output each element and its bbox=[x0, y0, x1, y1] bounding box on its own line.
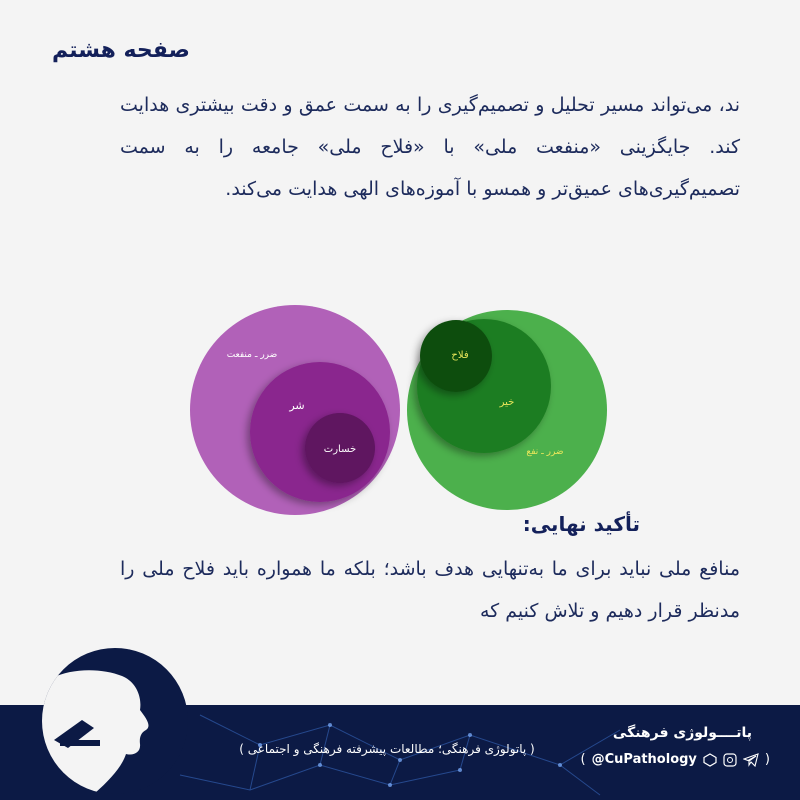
cultural-pathology-logo bbox=[42, 648, 188, 794]
rubika-icon[interactable] bbox=[703, 753, 717, 767]
body-paragraph-1: ند، می‌تواند مسیر تحلیل و تصمیم‌گیری را به سمت عمق و دقت بیشتری هدایت کند. جایگزینی «منفعت ملی» با «فلاح ملی» جامعه را به سمت تصمیم‌گیری‌های عمیق‌تر و همسو با آموزه‌های الهی هدایت می‌کند. bbox=[120, 94, 740, 200]
page-heading: صفحه هشتم bbox=[52, 38, 190, 63]
purple-inner-label: خسارت bbox=[323, 444, 357, 455]
eitaa-icon[interactable] bbox=[723, 753, 737, 767]
profile-head-icon bbox=[42, 648, 188, 794]
handle-paren-open: ( bbox=[580, 752, 586, 767]
final-heading: تأکید نهایی: bbox=[522, 512, 640, 536]
body-paragraph-2: منافع ملی نباید برای ما به‌تنهایی هدف باشد؛ بلکه ما همواره باید فلاح ملی را مدنظر قرار دهیم و تلاش کنیم که bbox=[120, 558, 740, 622]
telegram-icon[interactable] bbox=[743, 753, 759, 767]
green-middle-label: خیر bbox=[499, 397, 515, 408]
green-outer-label: ضرر ـ نفع bbox=[526, 447, 564, 457]
social-handle-row bbox=[581, 752, 770, 767]
purple-middle-label: شر bbox=[289, 399, 305, 412]
footer-tagline: ( پاتولوژی فرهنگی؛ مطالعات پیشرفته فرهنگی و اجتماعی ) bbox=[239, 742, 535, 756]
handle-paren-close: ) bbox=[764, 752, 770, 767]
brand-name: پاتــــولوژی فرهنگی bbox=[612, 725, 752, 741]
green-inner-label: فلاح bbox=[451, 350, 469, 361]
social-handle[interactable]: @CuPathology bbox=[591, 752, 697, 767]
purple-outer-label: ضرر ـ منفعت bbox=[226, 350, 278, 360]
venn-diagram bbox=[0, 300, 800, 520]
